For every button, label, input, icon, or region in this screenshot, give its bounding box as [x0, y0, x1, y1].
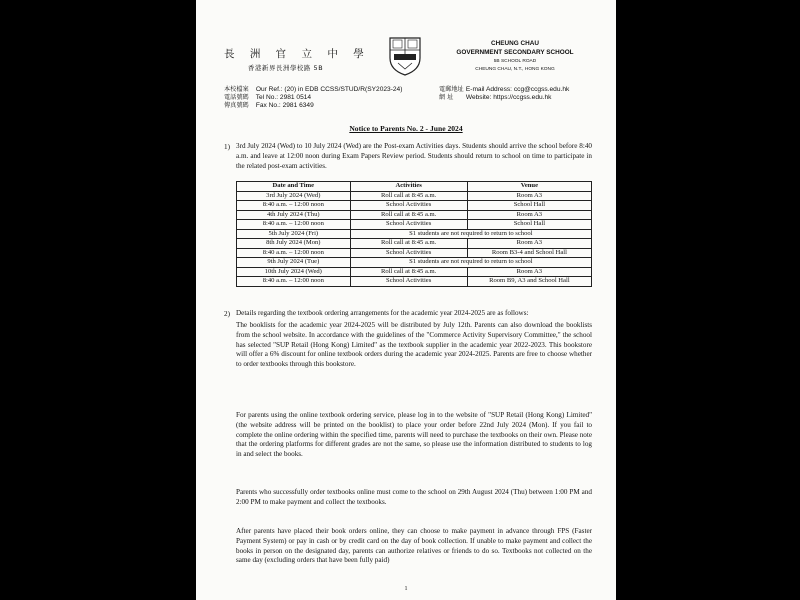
table-cell-activity: Roll call at 8:45 a.m. — [350, 267, 467, 277]
school-address-english — [439, 58, 591, 73]
school-crest-icon — [388, 36, 422, 76]
item-2-paragraph-2: For parents using the online textbook ordering service, please log in to the website of "SUP Retail (Hong Kong) Limited" (the website address will be printed on the booklist) to place your order before 22nd July 2024 (Mon). If you fail to complete the online ordering within the specified time, parents will need to purchase the textbooks on their own. Please note that the ordering platforms for different grades are not the same, so please use the information distributed to students to log in and select the books. — [236, 411, 592, 459]
page-number: 1 — [404, 586, 408, 592]
table-cell-activity: School Activities — [350, 220, 467, 230]
table-cell-date: 8:40 a.m. – 12:00 noon — [237, 248, 351, 258]
table-cell-activity: Roll call at 8:45 a.m. — [350, 191, 467, 201]
school-name-chinese: 長 洲 官 立 中 學 — [224, 48, 370, 60]
item-2-paragraph-3: Parents who successfully order textbooks online must come to the school on 29th August 2024 (Thu) between 1:00 PM and 2:00 PM to make payment and collect the textbooks. — [236, 488, 592, 506]
reference-block-right — [439, 86, 569, 102]
table-cell-activity: School Activities — [350, 277, 467, 287]
website-address[interactable]: Website: https://ccgss.edu.hk — [465, 94, 552, 102]
table-row — [237, 191, 592, 201]
table-row — [237, 277, 592, 287]
table-header-row — [237, 182, 592, 192]
table-row — [237, 229, 592, 239]
item-2-paragraph-1: The booklists for the academic year 2024-2025 will be distributed by July 12th. Parents can also download the booklists from the school website. In accordance with the guidelines of the "Commerce Activity Supervisory Committee," the school has selected "SUP Retail (Hong Kong) Limited" as the textbook supplier in the academic year 2022-2023. This bookstore will offer a 6% discount for online textbook orders during the academic year 2024-2025. Parents are free to choose whether to order textbooks through this bookstore. — [236, 321, 592, 369]
table-cell-date: 10th July 2024 (Wed) — [237, 267, 351, 277]
school-name-line-2: GOVERNMENT SECONDARY SCHOOL — [456, 49, 574, 56]
tel-label-cn: 電話號碼 — [224, 94, 249, 102]
email-address[interactable]: E-mail Address: ccg@ccgss.edu.hk — [465, 86, 570, 93]
notice-title: Notice to Parents No. 2 - June 2024 — [349, 124, 463, 133]
school-name-english — [439, 39, 591, 57]
table-cell-venue: Room A3 — [467, 267, 591, 277]
fax-number: Fax No.: 2981 6349 — [255, 102, 314, 110]
email-label-cn: 電郵地址 — [439, 86, 464, 93]
column-header-date: Date and Time — [237, 182, 351, 192]
table-cell-date: 5th July 2024 (Fri) — [237, 229, 351, 239]
table-cell-note: S1 students are not required to return to school — [350, 258, 591, 268]
table-cell-venue: Room B3-4 and School Hall — [467, 248, 591, 258]
table-cell-date: 8th July 2024 (Mon) — [237, 239, 351, 249]
table-cell-activity: Roll call at 8:45 a.m. — [350, 210, 467, 220]
our-reference: Our Ref.: (20) in EDB CCSS/STUD/R(SY2023-24) — [255, 86, 403, 93]
table-row — [237, 239, 592, 249]
ref-label-cn: 本校檔案 — [224, 86, 249, 93]
table-cell-activity: School Activities — [350, 248, 467, 258]
address-line-2: CHEUNG CHAU, N.T., HONG KONG — [475, 66, 555, 72]
table-cell-venue: Room A3 — [467, 239, 591, 249]
table-cell-date: 9th July 2024 (Tue) — [237, 258, 351, 268]
table-cell-date: 8:40 a.m. – 12:00 noon — [237, 277, 351, 287]
fax-label-cn: 傳真號碼 — [224, 102, 249, 110]
column-header-venue: Venue — [467, 182, 591, 192]
table-row — [237, 267, 592, 277]
table-cell-venue: Room A3 — [467, 210, 591, 220]
table-row — [237, 210, 592, 220]
table-row — [237, 201, 592, 211]
table-row — [237, 220, 592, 230]
reference-block-left — [224, 86, 402, 111]
telephone-number: Tel No.: 2981 0514 — [255, 94, 312, 102]
web-label-cn: 網 址 — [439, 94, 454, 102]
school-name-line-1: CHEUNG CHAU — [491, 40, 539, 47]
item-2-paragraph-4: After parents have placed their book orders online, they can choose to make payment in advance through FPS (Faster Payment System) or pay in cash or by credit card on the day of book collection. If unable to make payment and collect the books in person on the designated day, parents can authorize relatives or friends to do so. Textbooks not collected on the same day (excluding orders that have been fully paid) — [236, 527, 592, 565]
table-cell-activity: School Activities — [350, 201, 467, 211]
table-cell-venue: School Hall — [467, 201, 591, 211]
table-cell-activity: Roll call at 8:45 a.m. — [350, 239, 467, 249]
table-cell-venue: Room B9, A3 and School Hall — [467, 277, 591, 287]
address-line-1: 5B SCHOOL ROAD — [493, 59, 537, 64]
table-cell-date: 4th July 2024 (Thu) — [237, 210, 351, 220]
table-cell-date: 8:40 a.m. – 12:00 noon — [237, 220, 351, 230]
column-header-activities: Activities — [350, 182, 467, 192]
notice-page — [196, 0, 616, 600]
table-cell-venue: Room A3 — [467, 191, 591, 201]
table-cell-date: 3rd July 2024 (Wed) — [237, 191, 351, 201]
table-cell-note: S1 students are not required to return to school — [350, 229, 591, 239]
item-1-text: 3rd July 2024 (Wed) to 10 July 2024 (Wed) are the Post-exam Activities days. Students should arrive the school before 8:40 a.m. and leave at 12:00 noon during Exam Papers Review period. Students should return to school on time to participate in the related post-exam activities. — [236, 142, 592, 170]
item-1-number: 1) — [224, 143, 230, 151]
table-row — [237, 248, 592, 258]
table-cell-date: 8:40 a.m. – 12:00 noon — [237, 201, 351, 211]
item-2-number: 2) — [224, 310, 230, 318]
table-cell-venue: School Hall — [467, 220, 591, 230]
post-exam-schedule-table — [236, 181, 592, 287]
school-address-chinese: 香港新界長洲學校路 5B — [248, 64, 324, 72]
item-2-lead: Details regarding the textbook ordering arrangements for the academic year 2024-2025 are as follows: — [236, 309, 529, 317]
table-row — [237, 258, 592, 268]
